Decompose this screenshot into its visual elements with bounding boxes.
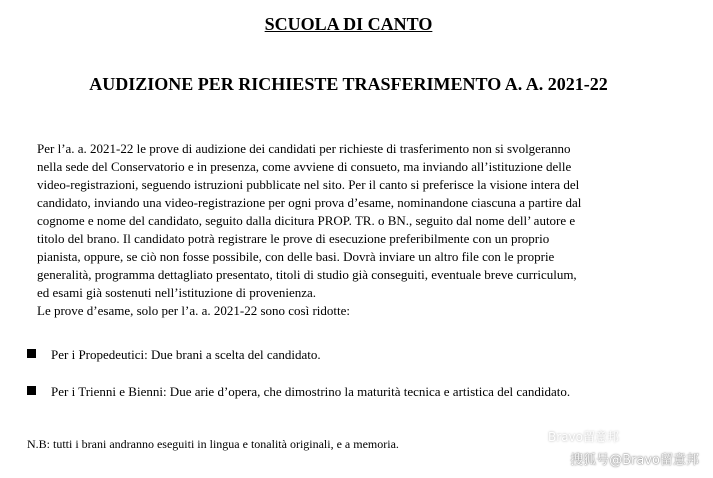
paragraph-line: cognome e nome del candidato, seguito dalla dicitura PROP. TR. o BN., seguito dal nome dell’ autore e <box>37 213 576 228</box>
paragraph-line: video-registrazioni, seguendo istruzioni pubblicate nel sito. Per il canto si preferisce la visione intera del <box>37 177 580 192</box>
page-title: SCUOLA DI CANTO <box>264 14 433 34</box>
paragraph-line: Le prove d’esame, solo per l’a. a. 2021-22 sono così ridotte: <box>37 303 350 318</box>
bullet-text: Per i Propedeutici: Due brani a scelta del candidato. <box>51 347 321 362</box>
intro-paragraph <box>37 140 672 320</box>
watermark-text: 搜狐号@Bravo留意邦 <box>570 453 699 468</box>
paragraph-line: pianista, oppure, se ciò non fosse possibile, con delle basi. Dovrà inviare un altro file con le proprie <box>37 249 555 264</box>
bullet-text: Per i Trienni e Bienni: Due arie d’opera, che dimostrino la maturità tecnica e artistica del candidato. <box>51 384 571 399</box>
paragraph-line: Per l’a. a. 2021-22 le prove di audizione dei candidati per richieste di trasferimento non si svolgeranno <box>37 141 571 156</box>
square-bullet-icon <box>27 349 36 358</box>
footnote: N.B: tutti i brani andranno eseguiti in lingua e tonalità originali, e a memoria. <box>27 437 399 451</box>
paragraph-line: ed esami già sostenuti nell’istituzione di provenienza. <box>37 285 317 300</box>
bullet-item-propedeutici <box>27 345 677 364</box>
square-bullet-icon <box>27 386 36 395</box>
watermark-logo: Bravo留意邦 <box>548 430 619 444</box>
paragraph-line: titolo del brano. Il candidato potrà registrare le prove di esecuzione preferibilmente con un proprio <box>37 231 550 246</box>
bullet-item-trienni-bienni <box>27 382 677 401</box>
paragraph-line: nella sede del Conservatorio e in presenza, come avviene di consueto, ma inviando all’istituzione delle <box>37 159 572 174</box>
page-subtitle: AUDIZIONE PER RICHIESTE TRASFERIMENTO A. A. 2021-22 <box>89 74 608 94</box>
paragraph-line: candidato, inviando una video-registrazione per ogni prova d’esame, nominandone ciascuna a partire dal <box>37 195 582 210</box>
paragraph-line: generalità, programma dettagliato presentato, titoli di studio già conseguiti, eventuale breve curriculum, <box>37 267 577 282</box>
